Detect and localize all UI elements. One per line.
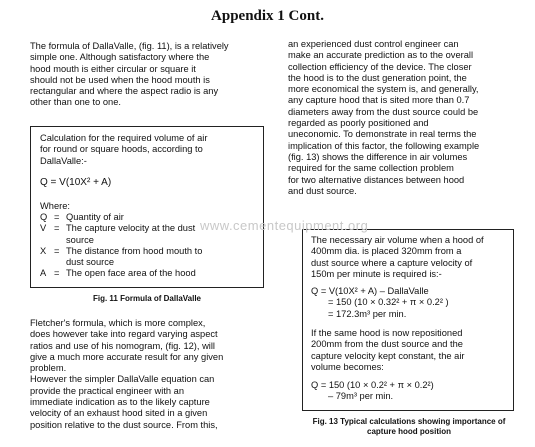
text-line: The formula of DallaValle, (fig. 11), is a relatively	[30, 41, 229, 51]
text-line: does however take into regard varying aspect	[30, 329, 218, 340]
text-line: regarded as poorly positioned and	[288, 118, 429, 129]
definition-row	[40, 246, 202, 257]
definition-list	[40, 212, 202, 280]
text-line: give a much more accurate result for any given	[30, 351, 224, 362]
right-paragraph	[288, 39, 528, 197]
definition-symbol: A	[40, 268, 47, 279]
text-line: Fletcher's formula, which is more complex,	[30, 318, 206, 328]
definition-symbol: X	[40, 245, 47, 256]
equals-sign: =	[54, 268, 60, 279]
equals-sign: =	[54, 245, 60, 256]
calc-equation-2	[311, 380, 434, 403]
definition-text: The capture velocity at the dust	[66, 223, 196, 234]
text-line: make an accurate prediction as to the overall	[288, 50, 474, 61]
text-line: rectangular and where the aspect radio is any	[30, 86, 219, 97]
text-line: the hood is to the dust generation point, the	[288, 72, 467, 83]
dallavalle-formula-box	[30, 126, 264, 288]
text-line: hood mouth is either circular or square it	[30, 63, 196, 74]
definition-text: The distance from hood mouth to	[66, 245, 203, 256]
definition-row	[40, 212, 202, 223]
fig11-caption: Fig. 11 Formula of DallaValle	[92, 294, 202, 303]
calc-intro	[311, 235, 484, 280]
definition-text: dust source	[66, 257, 115, 268]
formula-box-heading	[40, 133, 207, 167]
definition-continuation	[40, 235, 202, 246]
text-line: required for the same collection problem	[288, 163, 454, 174]
text-line: capture velocity kept constant, the air	[311, 350, 465, 361]
definition-row	[40, 268, 202, 279]
text-line: for two alternative distances between hood	[288, 174, 465, 185]
text-line: collection efficiency of the device. The closer	[288, 61, 472, 72]
text-line: 150m per minute is required is:-	[311, 268, 442, 279]
equals-sign: =	[54, 212, 60, 222]
text-line: 400mm dia. is placed 320mm from a	[311, 246, 462, 257]
equation-line: = 172.3m³ per min.	[328, 308, 407, 319]
text-line: any capture hood that is sited more than 0.7	[288, 95, 470, 106]
text-line: If the same hood is now repositioned	[311, 328, 463, 338]
text-line: immediate indication as to the likely capture	[30, 397, 210, 408]
text-line: implication of this factor, the following example	[288, 140, 480, 151]
where-label: Where:	[40, 201, 70, 211]
text-line: velocity of an exhaust hood sited in a given	[30, 408, 208, 419]
text-line: problem.	[30, 363, 67, 374]
equals-sign: =	[54, 223, 60, 234]
intro-paragraph	[30, 41, 275, 109]
definition-text: The open face area of the hood	[66, 268, 196, 279]
text-line: diameters away from the dust source could be	[288, 106, 479, 117]
fletcher-paragraph	[30, 318, 275, 431]
text-line: provide the practical engineer with an	[30, 385, 185, 396]
text-line: simple one. Although satisfactory where the	[30, 52, 210, 63]
text-line: other than one to one.	[30, 97, 121, 108]
text-line: and dust source.	[288, 185, 357, 196]
text-line: 200mm from the dust source and the	[311, 339, 463, 350]
text-line: volume becomes:	[311, 361, 384, 372]
watermark-text: www.cementequipment.org	[200, 218, 369, 233]
page-title: Appendix 1 Cont.	[211, 8, 324, 24]
definition-text: Quantity of air	[66, 212, 124, 222]
text-line: Calculation for the required volume of air	[40, 133, 208, 143]
text-line: dust source where a capture velocity of	[311, 257, 473, 268]
calculation-example-box	[302, 229, 514, 411]
text-line: DallaValle:-	[40, 155, 87, 166]
text-line: uneconomic. To demonstrate in real terms the	[288, 129, 477, 140]
dallavalle-equation: Q = V(10X² + A)	[40, 177, 112, 188]
text-line: an experienced dust control engineer can	[288, 39, 459, 49]
definition-symbol: V	[40, 223, 47, 234]
caption-line: Fig. 13 Typical calculations showing importance of	[312, 417, 506, 426]
equation-line: = 150 (10 × 0.32² + π × 0.2² )	[328, 297, 449, 308]
definition-row	[40, 223, 202, 234]
text-line: ratios and use of his nomogram, (fig. 12), will	[30, 340, 215, 351]
text-line: should not be used when the hood mouth is	[30, 74, 210, 85]
text-line: The necessary air volume when a hood of	[311, 235, 484, 245]
fig13-caption	[290, 417, 528, 437]
equation-line: Q = 150 (10 × 0.2² + π × 0.2²)	[311, 380, 434, 390]
calc-middle-text	[311, 328, 464, 373]
caption-line: capture hood position	[367, 427, 451, 436]
text-line: position relative to the dust source. From this,	[30, 419, 218, 430]
definition-text: source	[66, 234, 94, 245]
definition-symbol: Q	[40, 212, 48, 222]
equation-line: – 79m³ per min.	[328, 391, 394, 402]
text-line: However the simpler DallaValle equation can	[30, 374, 215, 385]
text-line: (fig. 13) shows the difference in air volumes	[288, 151, 468, 162]
text-line: more economical the system is, and generally,	[288, 84, 479, 95]
calc-equation-1	[311, 286, 449, 320]
equation-line: Q = V(10X² + A) – DallaValle	[311, 286, 429, 296]
text-line: for round or square hoods, according to	[40, 144, 203, 155]
definition-continuation	[40, 257, 202, 268]
